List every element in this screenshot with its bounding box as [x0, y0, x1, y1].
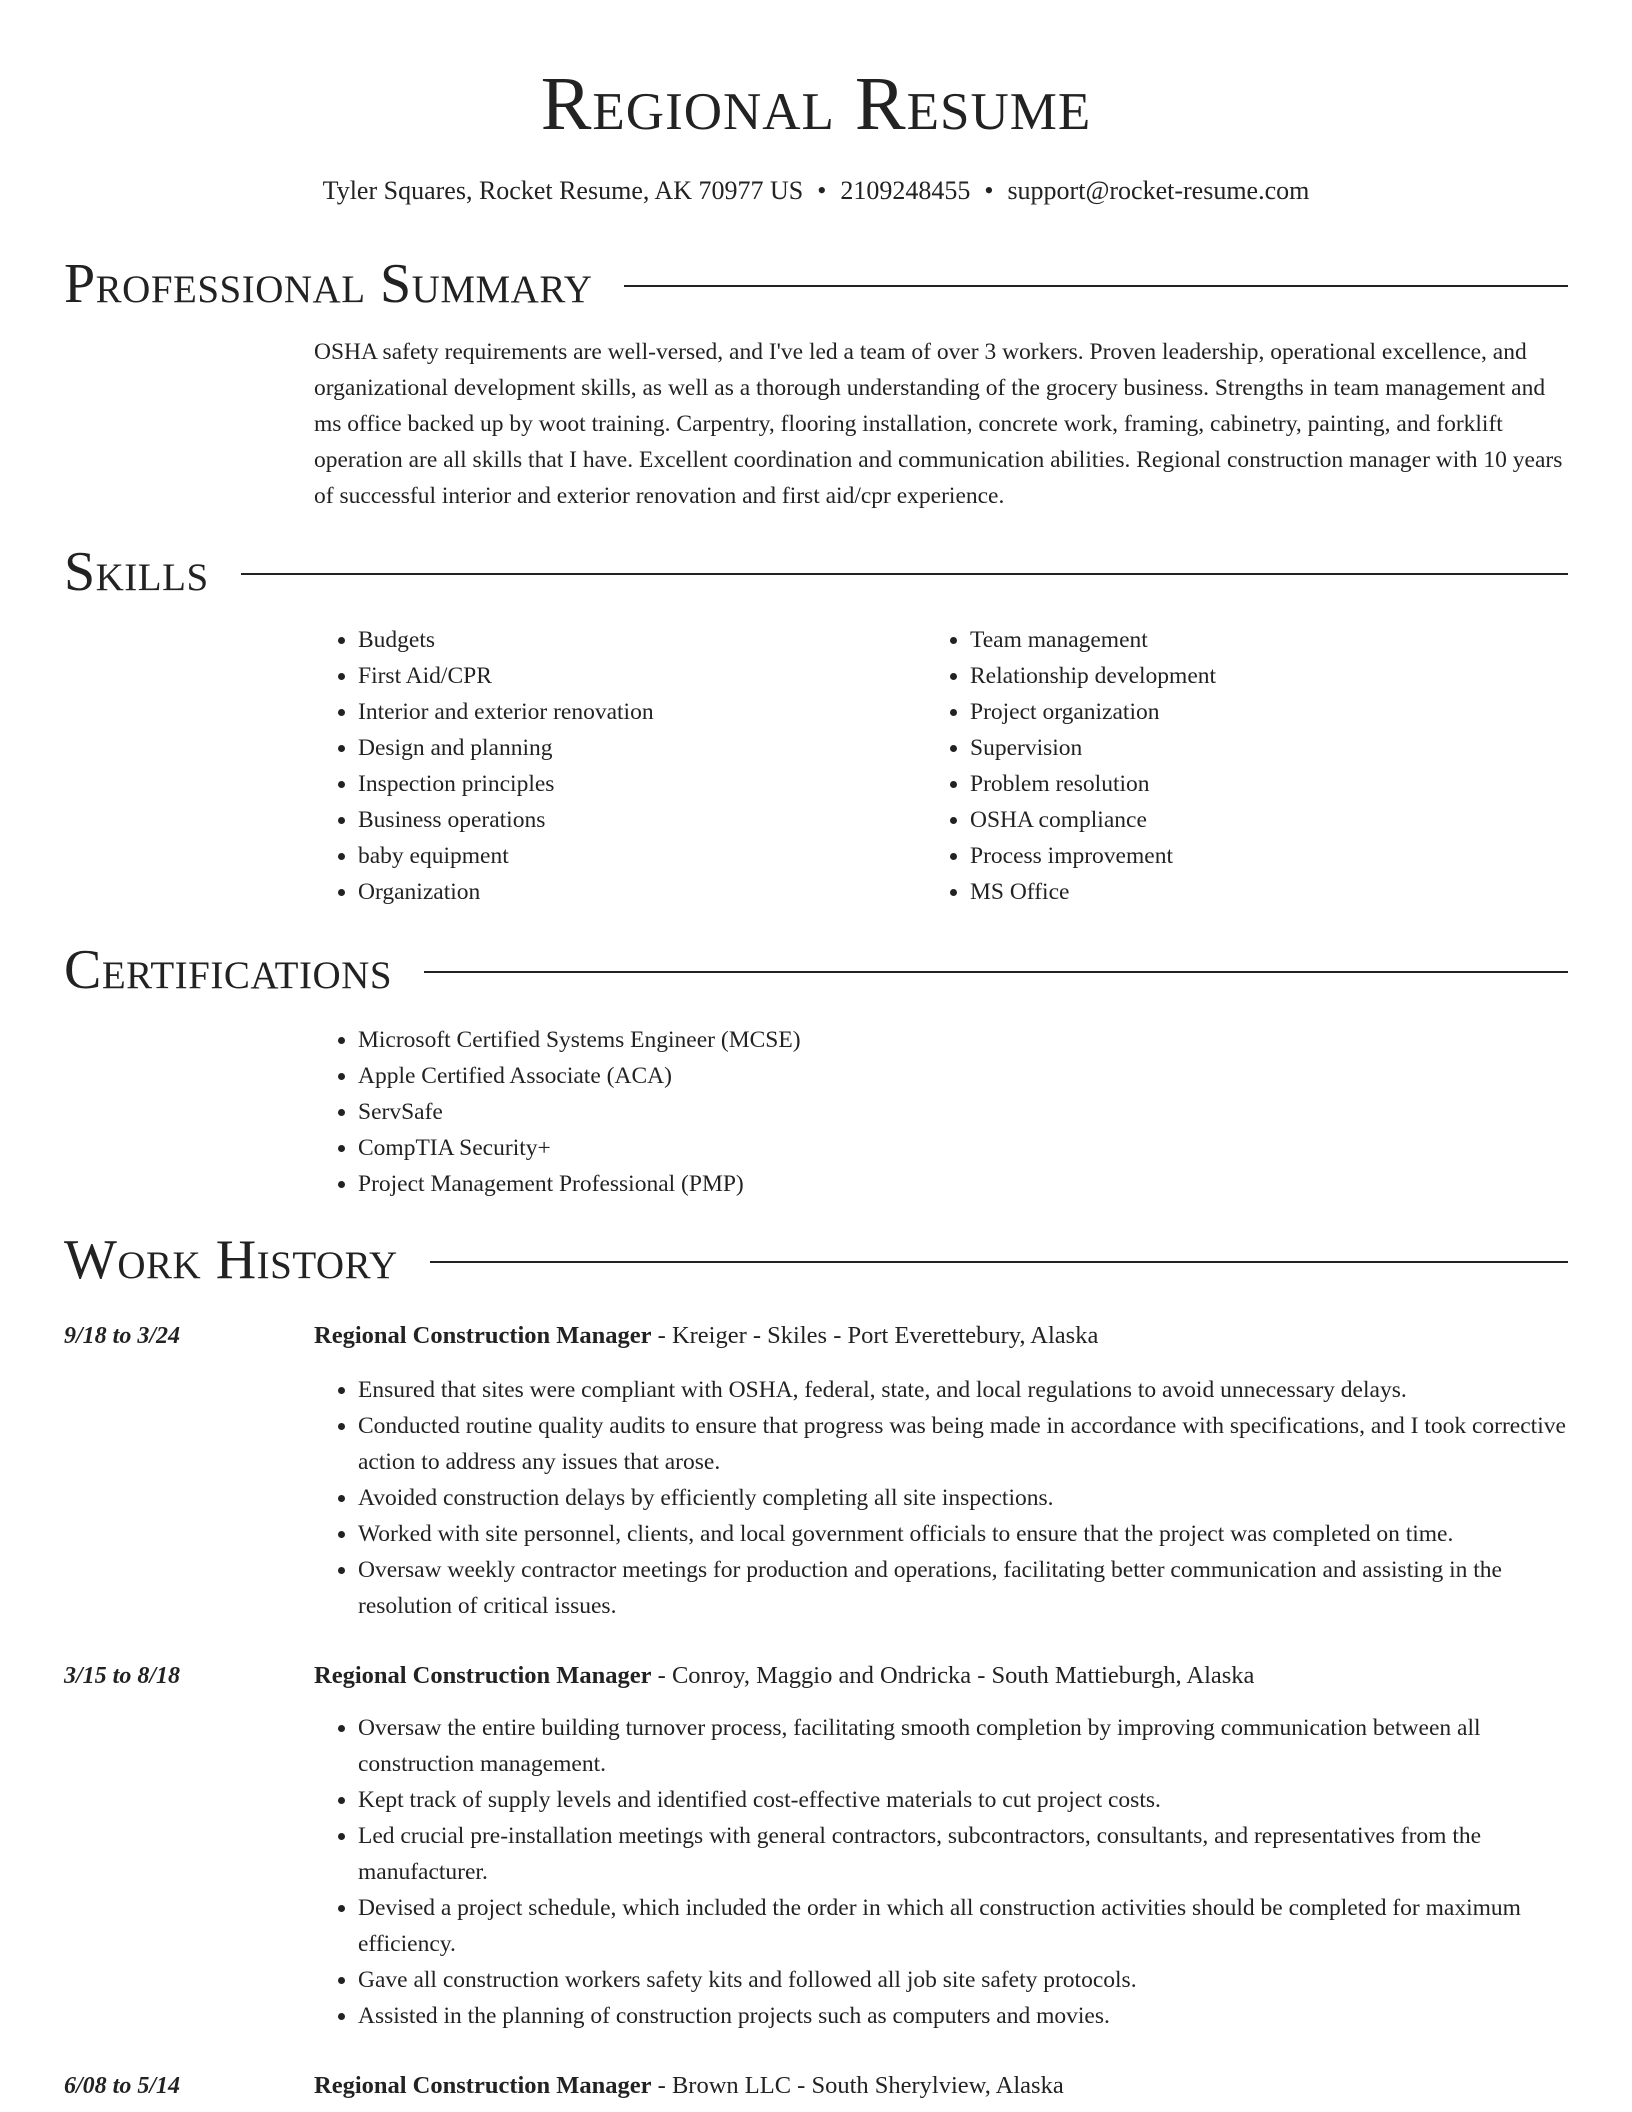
skill-item: • OSHA compliance — [970, 802, 1506, 838]
job-bullet-list — [314, 1372, 1568, 1624]
skill-item: • Project organization — [970, 694, 1506, 730]
work-history-heading: Work History — [64, 1229, 398, 1291]
certification-item: • Project Management Professional (PMP) — [358, 1166, 1314, 1202]
skill-item: • Inspection principles — [358, 766, 894, 802]
skill-item: • Team management — [970, 622, 1506, 658]
skill-item: • Budgets — [358, 622, 894, 658]
job-dates: 3/15 to 8/18 — [64, 1663, 181, 1689]
section-divider — [424, 971, 1568, 973]
section-divider — [430, 1261, 1568, 1263]
skill-item: • baby equipment — [358, 838, 894, 874]
certifications-heading: Certifications — [64, 939, 393, 1001]
job-bullet: • Oversaw the entire building turnover process, facilitating smooth completion by improving communication between all construction management. — [358, 1710, 1568, 1782]
skills-right-list — [926, 622, 1506, 910]
work-history-section-heading — [64, 1228, 1568, 1292]
certification-item: • CompTIA Security+ — [358, 1130, 1314, 1166]
certification-item: • ServSafe — [358, 1094, 1314, 1130]
job-bullet: • Gave all construction workers safety kits and followed all job site safety protocols. — [358, 1962, 1568, 1998]
summary-section-heading — [64, 252, 1568, 316]
job-dates: 9/18 to 3/24 — [64, 1323, 181, 1349]
contact-line — [0, 174, 1632, 208]
skill-item: • Design and planning — [358, 730, 894, 766]
job-bullet: • Devised a project schedule, which included the order in which all construction activities should be completed for maximum efficiency. — [358, 1890, 1568, 1962]
job-heading — [314, 1318, 1568, 1354]
skill-item: • Interior and exterior renovation — [358, 694, 894, 730]
skill-item: • First Aid/CPR — [358, 658, 894, 694]
job-employer: - Brown LLC - South Sherylview, Alaska — [651, 2072, 1064, 2099]
job-bullet: • Avoided construction delays by efficiently completing all site inspections. — [358, 1480, 1568, 1516]
job-responsibilities — [314, 1372, 1568, 1624]
certification-item: • Microsoft Certified Systems Engineer (MCSE) — [358, 1022, 1314, 1058]
contact-separator: • — [817, 176, 827, 205]
skill-item: • Business operations — [358, 802, 894, 838]
job-bullet: • Ensured that sites were compliant with OSHA, federal, state, and local regulations to avoid unnecessary delays. — [358, 1372, 1568, 1408]
skills-left-column — [314, 622, 894, 910]
resume-name: Regional Resume — [540, 62, 1092, 146]
job-bullet: • Assisted in the planning of construction projects such as computers and movies. — [358, 1998, 1568, 2034]
certification-item: • Apple Certified Associate (ACA) — [358, 1058, 1314, 1094]
job-heading — [314, 2068, 1568, 2104]
job-bullet: • Conducted routine quality audits to ensure that progress was being made in accordance with specifications, and I took corrective action to address any issues that arose. — [358, 1408, 1568, 1480]
skill-item: • Process improvement — [970, 838, 1506, 874]
summary-text: OSHA safety requirements are well-versed, and I've led a team of over 3 workers. Proven leadership, operational excellence, and organizational development skills, as well as a thorough understanding of the grocery business. Strengths in team management and ms office backed up by woot training. Carpentry, flooring installation, concrete work, framing, cabinetry, painting, and forklift operation are all skills that I have. Excellent coordination and communication abilities. Regional construction manager with 10 years of successful interior and exterior renovation and first aid/cpr experience. — [314, 339, 1563, 509]
certifications-section-heading — [64, 938, 1568, 1002]
contact-email: support@rocket-resume.com — [1007, 176, 1310, 205]
job-employer: - Kreiger - Skiles - Port Everettebury, Alaska — [651, 1322, 1099, 1349]
job-bullet: • Oversaw weekly contractor meetings for production and operations, facilitating better communication and assisting in the resolution of critical issues. — [358, 1552, 1568, 1624]
job-bullet: • Led crucial pre-installation meetings with general contractors, subcontractors, consultants, and representatives from the manufacturer. — [358, 1818, 1568, 1890]
certifications-list-container — [314, 1022, 1314, 1202]
job-heading — [314, 1658, 1568, 1694]
job-dates: 6/08 to 5/14 — [64, 2073, 181, 2099]
job-title: Regional Construction Manager — [314, 1662, 652, 1689]
certifications-list — [314, 1022, 1314, 1202]
skills-section-heading — [64, 540, 1568, 604]
job-responsibilities — [314, 1710, 1568, 2034]
contact-separator: • — [984, 176, 994, 205]
job-bullet: • Kept track of supply levels and identified cost-effective materials to cut project costs. — [358, 1782, 1568, 1818]
skills-heading: Skills — [64, 541, 209, 603]
job-title: Regional Construction Manager — [314, 2072, 652, 2099]
contact-phone: 2109248455 — [840, 176, 971, 205]
contact-address: Tyler Squares, Rocket Resume, AK 70977 US — [322, 176, 804, 205]
section-divider — [241, 573, 1568, 575]
section-divider — [624, 285, 1568, 287]
job-employer: - Conroy, Maggio and Ondricka - South Mattieburgh, Alaska — [651, 1662, 1255, 1689]
summary-heading: Professional Summary — [64, 253, 593, 315]
skill-item: • Problem resolution — [970, 766, 1506, 802]
skill-item: • MS Office — [970, 874, 1506, 910]
job-bullet: • Worked with site personnel, clients, and local government officials to ensure that the project was completed on time. — [358, 1516, 1568, 1552]
skill-item: • Organization — [358, 874, 894, 910]
skills-left-list — [314, 622, 894, 910]
skill-item: • Relationship development — [970, 658, 1506, 694]
job-bullet-list — [314, 1710, 1568, 2034]
skill-item: • Supervision — [970, 730, 1506, 766]
skills-right-column — [926, 622, 1506, 910]
job-title: Regional Construction Manager — [314, 1322, 652, 1349]
